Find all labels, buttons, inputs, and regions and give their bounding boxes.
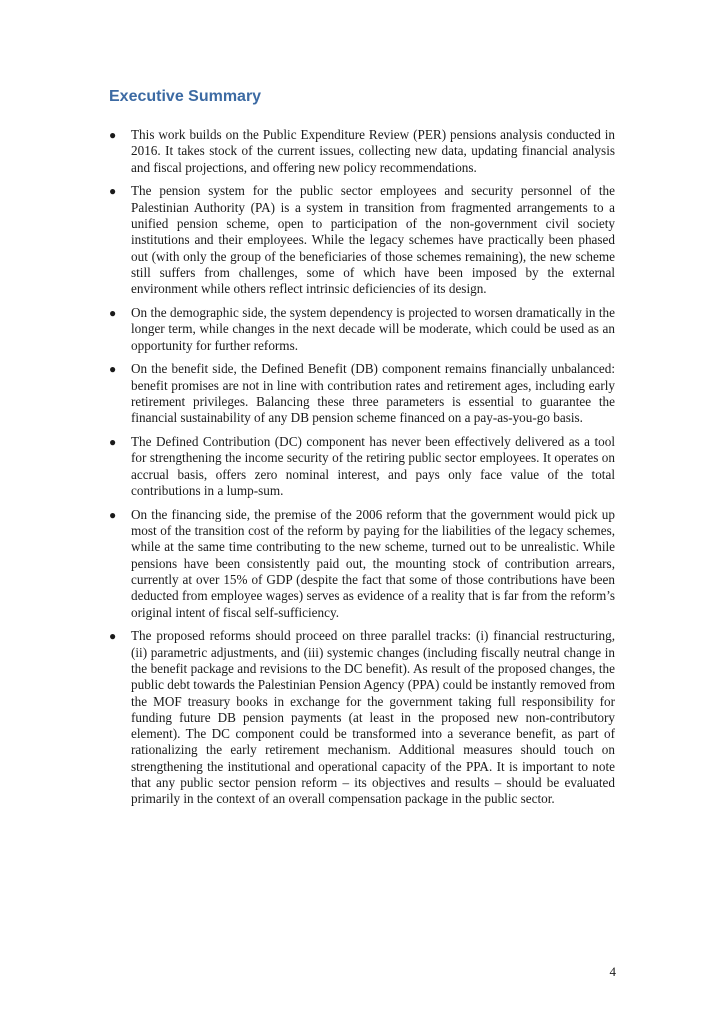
bullet-icon: ●	[109, 435, 117, 450]
list-item	[109, 361, 615, 426]
bullet-text: The proposed reforms should proceed on three parallel tracks: (i) financial restructuring, (ii) parametric adjustments, and (iii) systemic changes (including fiscally neutral change in the benefit package and revisions to the DC benefit). As result of the proposed changes, the public debt towards the Palestinian Pension Agency (PPA) could be instantly removed from the MOF treasury books in exchange for the government taking full responsibility for funding future DB pension payments (at least in the proposed new non-contributory element). The DC component could be transformed into a severance benefit, as part of rationalizing the early retirement mechanism. Additional measures should touch on strengthening the institutional and operational capacity of the PPA. It is important to note that any public sector pension reform – its objectives and results – should be evaluated primarily in the context of an overall compensation package in the public sector.	[131, 628, 615, 807]
bullet-icon: ●	[109, 184, 117, 199]
list-item	[109, 183, 615, 297]
list-item	[109, 127, 615, 176]
bullet-icon: ●	[109, 507, 117, 522]
list-item	[109, 628, 615, 807]
bullet-text: On the financing side, the premise of the 2006 reform that the government would pick up most of the transition cost of the reform by paying for the liabilities of the legacy schemes, while at the same time contributing to the new scheme, turned out to be unrealistic. While pensions have been consistently paid out, the mounting stock of contribution arrears, currently at over 15% of GDP (despite the fact that some of those contributions have been deducted from employee wages) serves as evidence of a reality that is far from the reform’s original intent of fiscal self-sufficiency.	[131, 506, 615, 620]
list-item	[109, 305, 615, 354]
bullet-text: The Defined Contribution (DC) component has never been effectively delivered as a tool for strengthening the income security of the retiring public sector employees. It operates on accrual basis, offers zero nominal interest, and pays only face value of the total contributions in a lump-sum.	[131, 434, 615, 498]
bullet-text: On the benefit side, the Defined Benefit (DB) component remains financially unbalanced: benefit promises are not in line with contribution rates and retirement ages, including early retirement privileges. Balancing these three parameters is essential to guarantee the financial sustainability of any DB pension scheme financed on a pay-as-you-go basis.	[131, 361, 615, 426]
bullet-text: The pension system for the public sector employees and security personnel of the Palestinian Authority (PA) is a system in transition from fragmented arrangements to a unified pension scheme, open to participation of the non-government civil society institutions and their employees. While the legacy schemes have practically been phased out (with only the group of the beneficiaries of those schemes remaining), the new scheme still suffers from challenges, some of which have been imposed by the external environment while others reflect intrinsic deficiencies of its design.	[131, 183, 615, 297]
list-item	[109, 507, 615, 621]
bullet-icon: ●	[109, 629, 117, 644]
bullet-icon: ●	[109, 128, 117, 142]
bullet-icon: ●	[109, 305, 117, 320]
list-item	[109, 434, 615, 499]
page-title: Executive Summary	[109, 88, 262, 105]
summary-bullet-list	[109, 127, 615, 815]
page-number: 4	[609, 964, 616, 979]
bullet-text: On the demographic side, the system dependency is projected to worsen dramatically in the longer term, while changes in the next decade will be moderate, which could be used as an opportunity for further reforms.	[131, 304, 615, 353]
bullet-text: This work builds on the Public Expenditure Review (PER) pensions analysis conducted in 2016. It takes stock of the current issues, collecting new data, updating financial analysis and fiscal projections, and offering new policy recommendations.	[131, 127, 615, 175]
bullet-icon: ●	[109, 362, 117, 377]
